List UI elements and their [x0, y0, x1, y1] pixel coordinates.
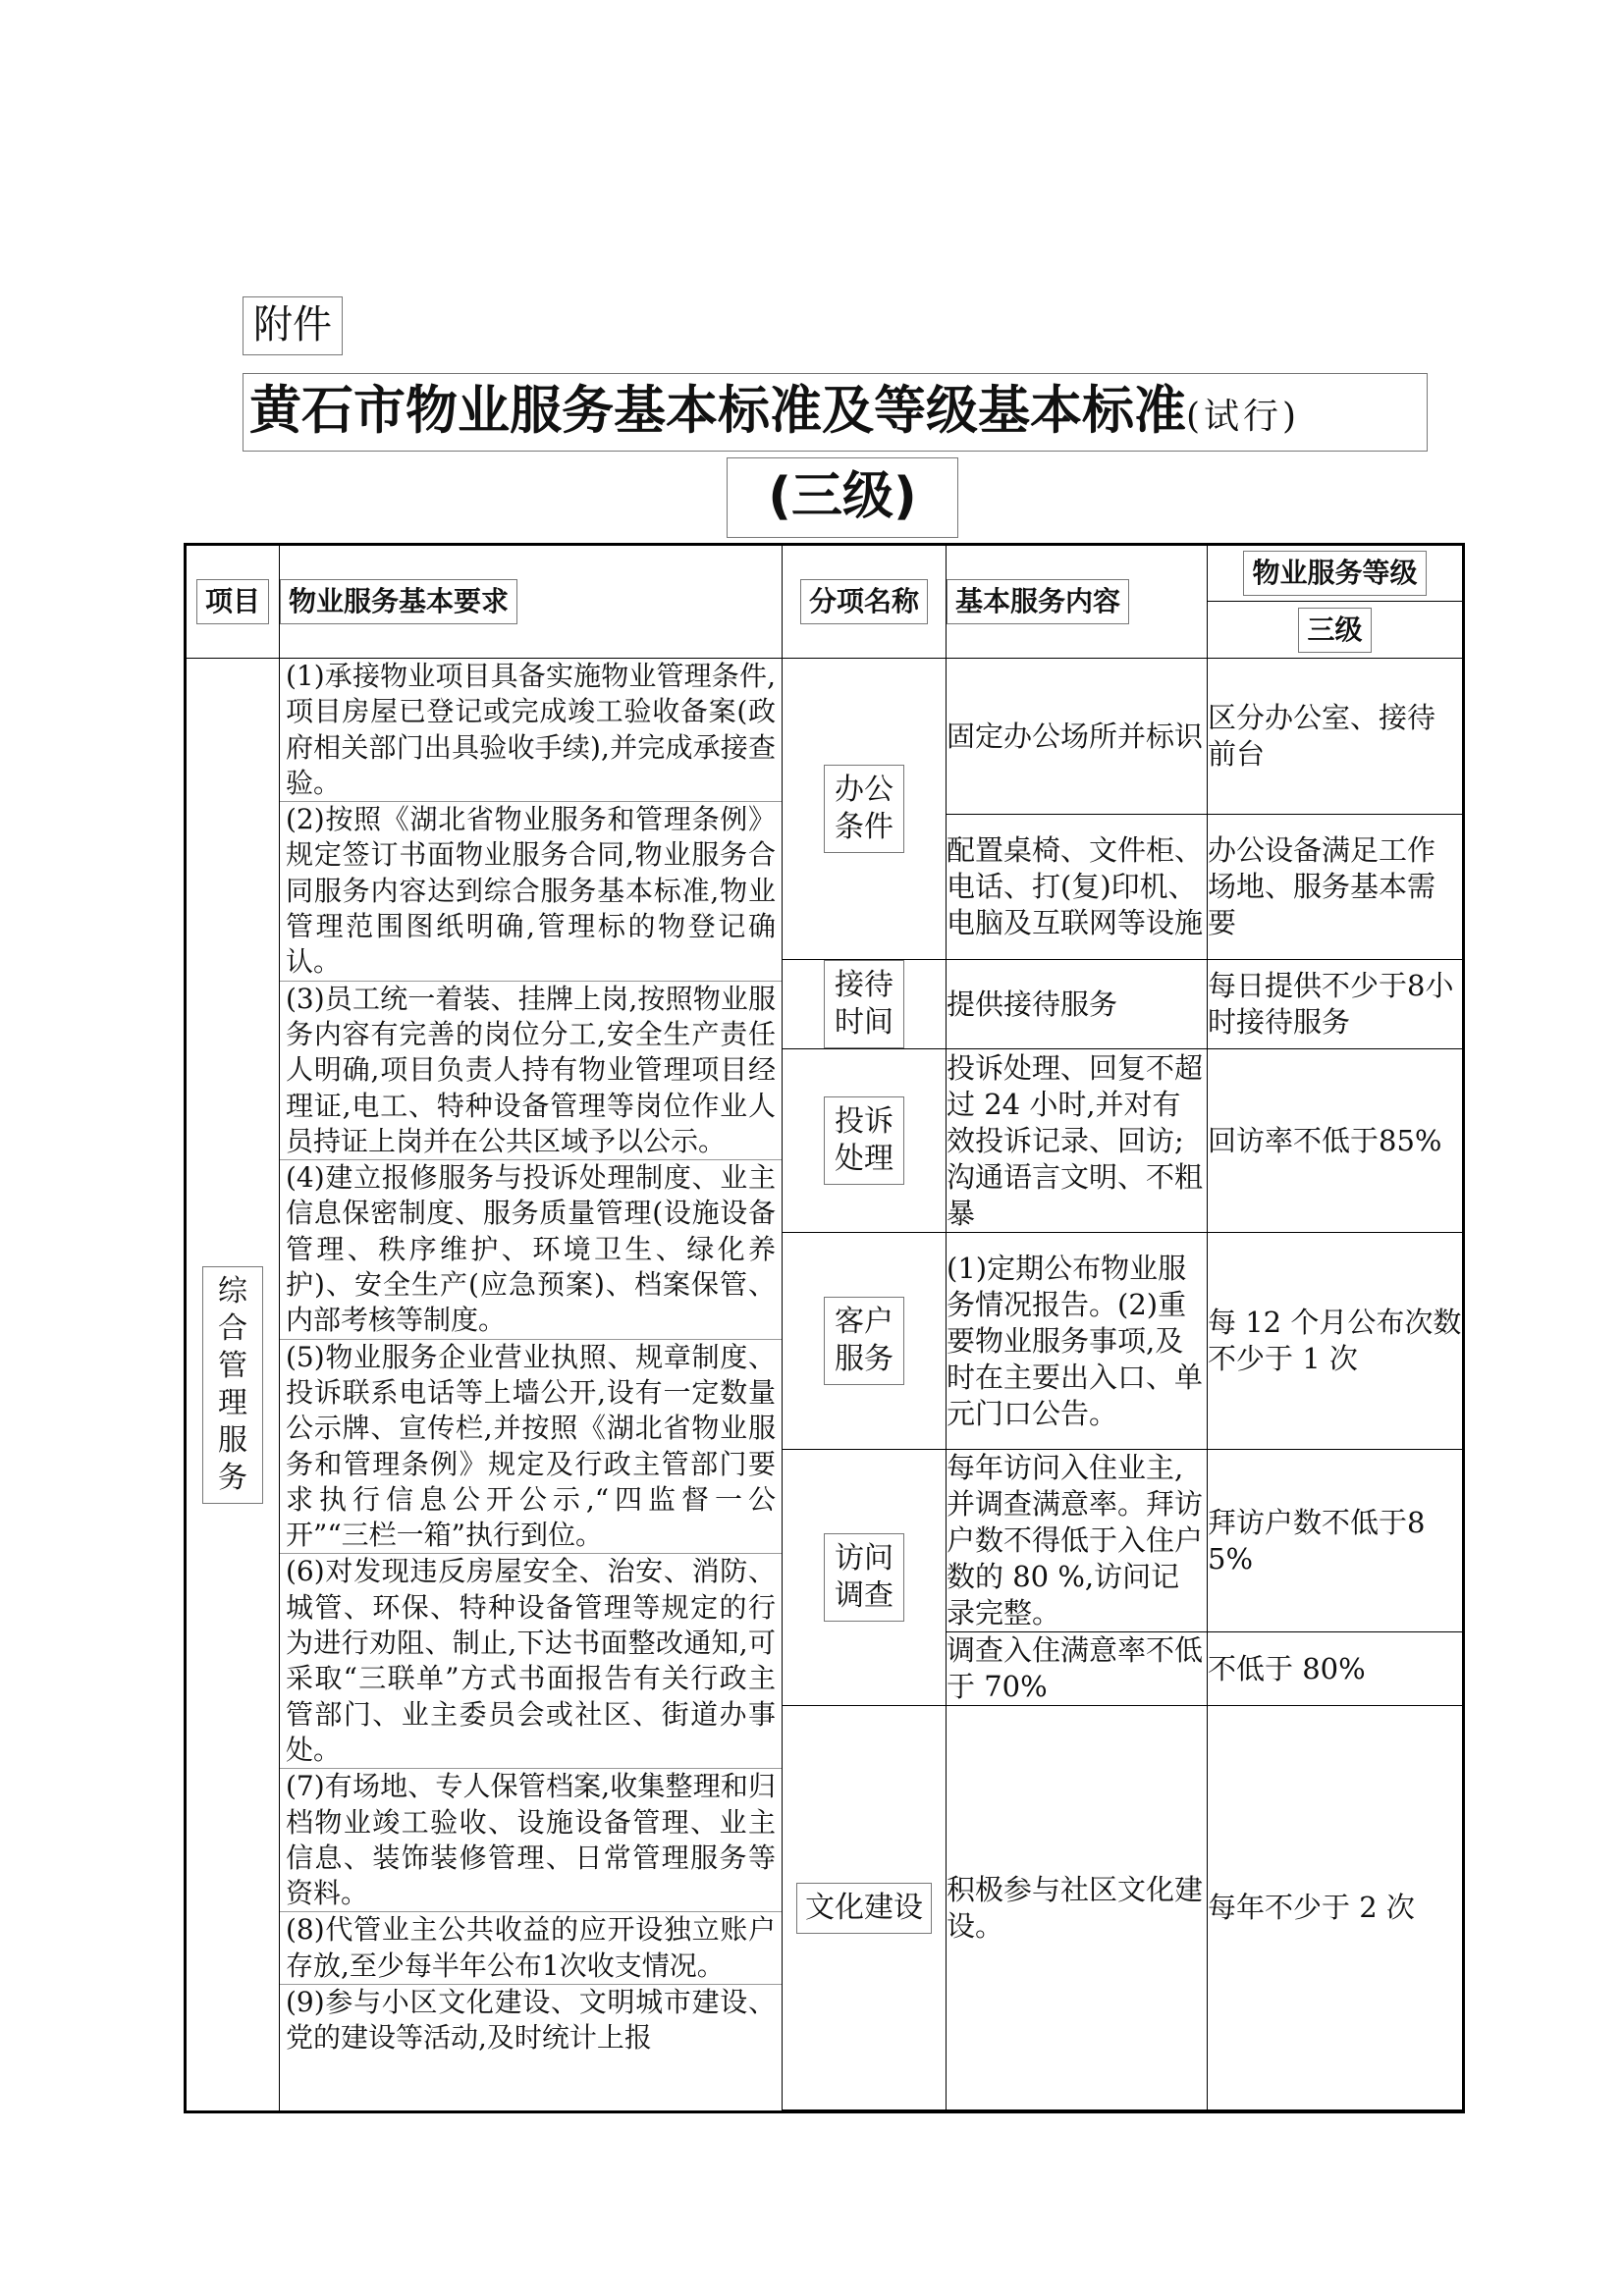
content-cell: 调查入住满意率不低于 70%: [947, 1632, 1208, 1706]
header-grade: 三级: [1208, 602, 1464, 659]
title-main: 黄石市物业服务基本标准及等级基本标准: [249, 381, 1186, 441]
sub-item-cell: [783, 659, 947, 960]
requirement-item: (4)建立报修服务与投诉处理制度、业主信息保密制度、服务质量管理(设施设备管理、秩序维护、环境卫生、绿化养护)、安全生产(应急预案)、档案保管、内部考核等制度。: [280, 1159, 782, 1338]
grade-cell: 每年不少于 2 次: [1208, 1706, 1464, 2110]
sub-item-name: 客户服务: [824, 1297, 904, 1385]
requirement-item: (1)承接物业项目具备实施物业管理条件,项目房屋已登记或完成竣工验收备案(政府相关部门出具验收手续),并完成承接查验。: [286, 660, 776, 799]
requirement-item: (9)参与小区文化建设、文明城市建设、党的建设等活动,及时统计上报: [280, 1984, 782, 2056]
sub-item-cell: [783, 1706, 947, 2110]
grade-cell: 回访率不低于85%: [1208, 1049, 1464, 1233]
project-cell: [186, 659, 280, 2112]
content-cell: 积极参与社区文化建设。: [947, 1706, 1208, 2110]
grade-cell: 办公设备满足工作场地、服务基本需要: [1208, 815, 1464, 960]
sub-item-name: 访问调查: [824, 1533, 904, 1622]
requirements-cell: [280, 659, 783, 2112]
content-cell: 固定办公场所并标识: [947, 659, 1208, 815]
table-row: [186, 659, 1464, 815]
header-project: 项目: [186, 545, 280, 659]
grade-cell: 每日提供不少于8小时接待服务: [1208, 960, 1464, 1049]
level-title: (三级): [727, 457, 958, 538]
sub-item-name: 接待时间: [824, 960, 904, 1048]
grade-cell: 拜访户数不低于85%: [1208, 1450, 1464, 1632]
sub-item-cell: [783, 1049, 947, 1233]
requirement-item: (3)员工统一着装、挂牌上岗,按照物业服务内容有完善的岗位分工,安全生产责任人明确,项目负责人持有物业管理项目经理证,电工、特种设备管理等岗位作业人员持证上岗并在公共区域予以公示。: [280, 981, 782, 1159]
table-header-row: [186, 545, 1464, 602]
project-name: 综合管理服务: [202, 1266, 263, 1504]
sub-item-cell: [783, 1450, 947, 1706]
content-cell: 投诉处理、回复不超过 24 小时,并对有效投诉记录、回访;沟通语言文明、不粗暴: [947, 1049, 1208, 1233]
requirement-item: (2)按照《湖北省物业服务和管理条例》规定签订书面物业服务合同,物业服务合同服务内容达到综合服务基本标准,物业管理范围图纸明确,管理标的物登记确认。: [280, 801, 782, 980]
content-cell: (1)定期公布物业服务情况报告。(2)重要物业服务事项,及时在主要出入口、单元门口公告。: [947, 1233, 1208, 1450]
sub-item-name: 文化建设: [796, 1883, 932, 1934]
requirement-item: (5)物业服务企业营业执照、规章制度、投诉联系电话等上墙公开,设有一定数量公示牌、宣传栏,并按照《湖北省物业服务和管理条例》规定及行政主管部门要求执行信息公开公示,“四监督一公开”“三栏一箱”执行到位。: [280, 1339, 782, 1554]
sub-item-cell: [783, 1233, 947, 1450]
document-title: [243, 373, 1428, 452]
sub-item-name: 投诉处理: [824, 1096, 904, 1185]
grade-cell: 区分办公室、接待前台: [1208, 659, 1464, 815]
requirement-item: (6)对发现违反房屋安全、治安、消防、城管、环保、特种设备管理等规定的行为进行劝阻、制止,下达书面整改通知,可采取“三联单”方式书面报告有关行政主管部门、业主委员会或社区、街道办事处。: [280, 1553, 782, 1768]
grade-cell: 不低于 80%: [1208, 1632, 1464, 1706]
content-cell: 提供接待服务: [947, 960, 1208, 1049]
content-cell: 每年访问入住业主,并调查满意率。拜访户数不得低于入住户数的 80 %,访问记录完整。: [947, 1450, 1208, 1632]
sub-item-name: 办公条件: [824, 765, 904, 853]
requirement-item: (8)代管业主公共收益的应开设独立账户存放,至少每半年公布1次收支情况。: [280, 1911, 782, 1984]
header-sub-item: 分项名称: [783, 545, 947, 659]
content-cell: 配置桌椅、文件柜、电话、打(复)印机、电脑及互联网等设施: [947, 815, 1208, 960]
header-requirements: 物业服务基本要求: [280, 545, 783, 659]
sub-item-cell: [783, 960, 947, 1049]
attachment-label: 附件: [243, 296, 343, 355]
header-grade-group: 物业服务等级: [1208, 545, 1464, 602]
header-content: 基本服务内容: [947, 545, 1208, 659]
grade-cell: 每 12 个月公布次数不少于 1 次: [1208, 1233, 1464, 1450]
requirement-item: (7)有场地、专人保管档案,收集整理和归档物业竣工验收、设施设备管理、业主信息、装饰装修管理、日常管理服务等资料。: [280, 1768, 782, 1911]
title-suffix: (试行): [1186, 397, 1301, 437]
standards-table: [184, 543, 1465, 2113]
